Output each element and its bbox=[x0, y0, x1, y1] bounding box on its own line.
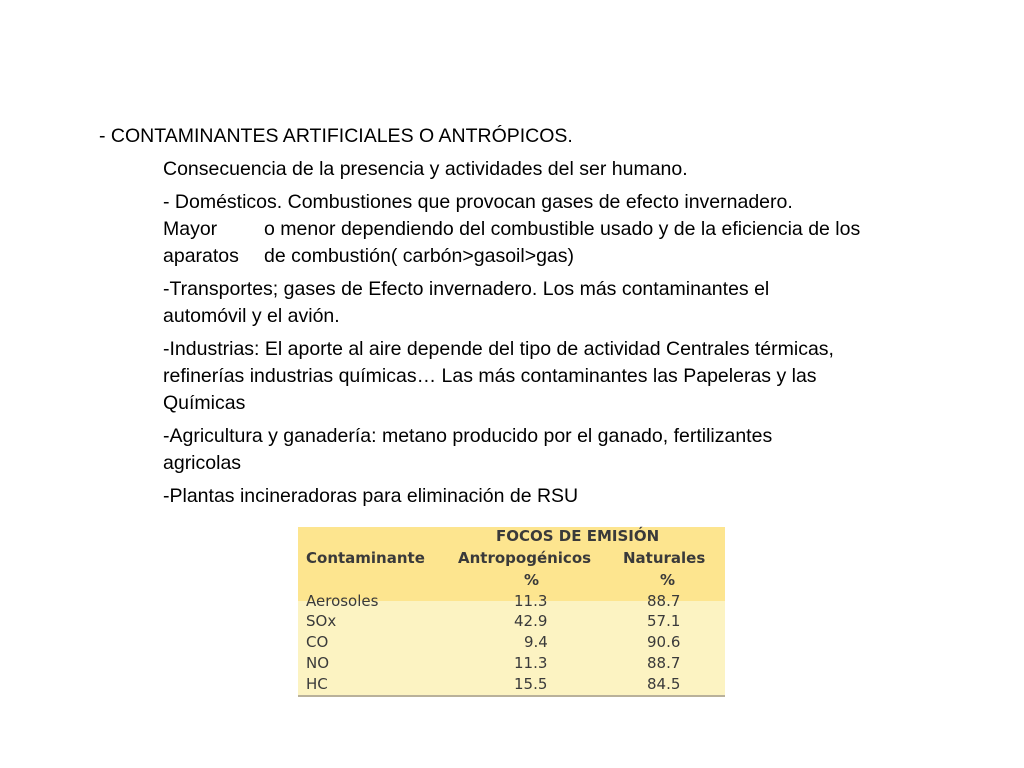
table-cell-naturales: 88.7 bbox=[647, 592, 681, 610]
column-unit-naturales: % bbox=[660, 571, 676, 589]
column-header-naturales: Naturales bbox=[623, 549, 706, 567]
text-line: - Domésticos. Combustiones que provocan gases de efecto invernadero. bbox=[163, 191, 793, 213]
paragraph-industrias bbox=[163, 336, 999, 417]
column-unit-antropogenicos: % bbox=[524, 571, 540, 589]
text-fragment: o menor dependiendo del combustible usado y de la eficiencia de los bbox=[264, 218, 861, 240]
text-fragment: de combustión( carbón>gasoil>gas) bbox=[264, 245, 575, 267]
text-line: automóvil y el avión. bbox=[163, 305, 340, 327]
paragraph-consecuencia: Consecuencia de la presencia y actividades del ser humano. bbox=[163, 158, 688, 180]
table-cell-contaminante: NO bbox=[306, 654, 330, 672]
text-line: refinerías industrias químicas… Las más contaminantes las Papeleras y las bbox=[163, 365, 817, 387]
table-group-header: FOCOS DE EMISIÓN bbox=[496, 527, 660, 545]
text-fragment: aparatos bbox=[163, 245, 239, 267]
table-cell-antropogenicos: 9.4 bbox=[524, 633, 548, 651]
text-line: -Industrias: El aporte al aire depende del tipo de actividad Centrales térmicas, bbox=[163, 338, 834, 360]
table-cell-contaminante: HC bbox=[306, 675, 328, 693]
table-cell-antropogenicos: 15.5 bbox=[514, 675, 548, 693]
text-fragment: Mayor bbox=[163, 218, 218, 240]
table-cell-antropogenicos: 42.9 bbox=[514, 612, 548, 630]
slide-text bbox=[99, 123, 999, 516]
column-header-antropogenicos: Antropogénicos bbox=[458, 549, 592, 567]
text-line: -Agricultura y ganadería: metano producido por el ganado, fertilizantes bbox=[163, 425, 773, 447]
section-heading: - CONTAMINANTES ARTIFICIALES O ANTRÓPICOS. bbox=[99, 125, 573, 147]
emission-sources-table bbox=[298, 527, 725, 697]
table-cell-antropogenicos: 11.3 bbox=[514, 654, 548, 672]
text-line bbox=[163, 216, 999, 243]
text-line: agricolas bbox=[163, 452, 242, 474]
paragraph-transportes bbox=[163, 276, 999, 330]
body-block bbox=[163, 156, 999, 510]
table-cell-antropogenicos: 11.3 bbox=[514, 592, 548, 610]
table-cell-naturales: 57.1 bbox=[647, 612, 681, 630]
text-line: Químicas bbox=[163, 392, 246, 414]
table-cell-naturales: 84.5 bbox=[647, 675, 681, 693]
table-bottom-rule bbox=[298, 695, 725, 697]
text-line: -Transportes; gases de Efecto invernadero. Los más contaminantes el bbox=[163, 278, 770, 300]
paragraph-agricultura bbox=[163, 423, 999, 477]
table-cell-contaminante: SOx bbox=[306, 612, 337, 630]
table-cell-contaminante: Aerosoles bbox=[306, 592, 379, 610]
table-cell-contaminante: CO bbox=[306, 633, 329, 651]
table-cell-naturales: 90.6 bbox=[647, 633, 681, 651]
table-cell-naturales: 88.7 bbox=[647, 654, 681, 672]
paragraph-domesticos bbox=[163, 189, 999, 270]
paragraph-plantas: -Plantas incineradoras para eliminación de RSU bbox=[163, 485, 579, 507]
text-line bbox=[163, 243, 999, 270]
column-header-contaminante: Contaminante bbox=[306, 549, 425, 567]
